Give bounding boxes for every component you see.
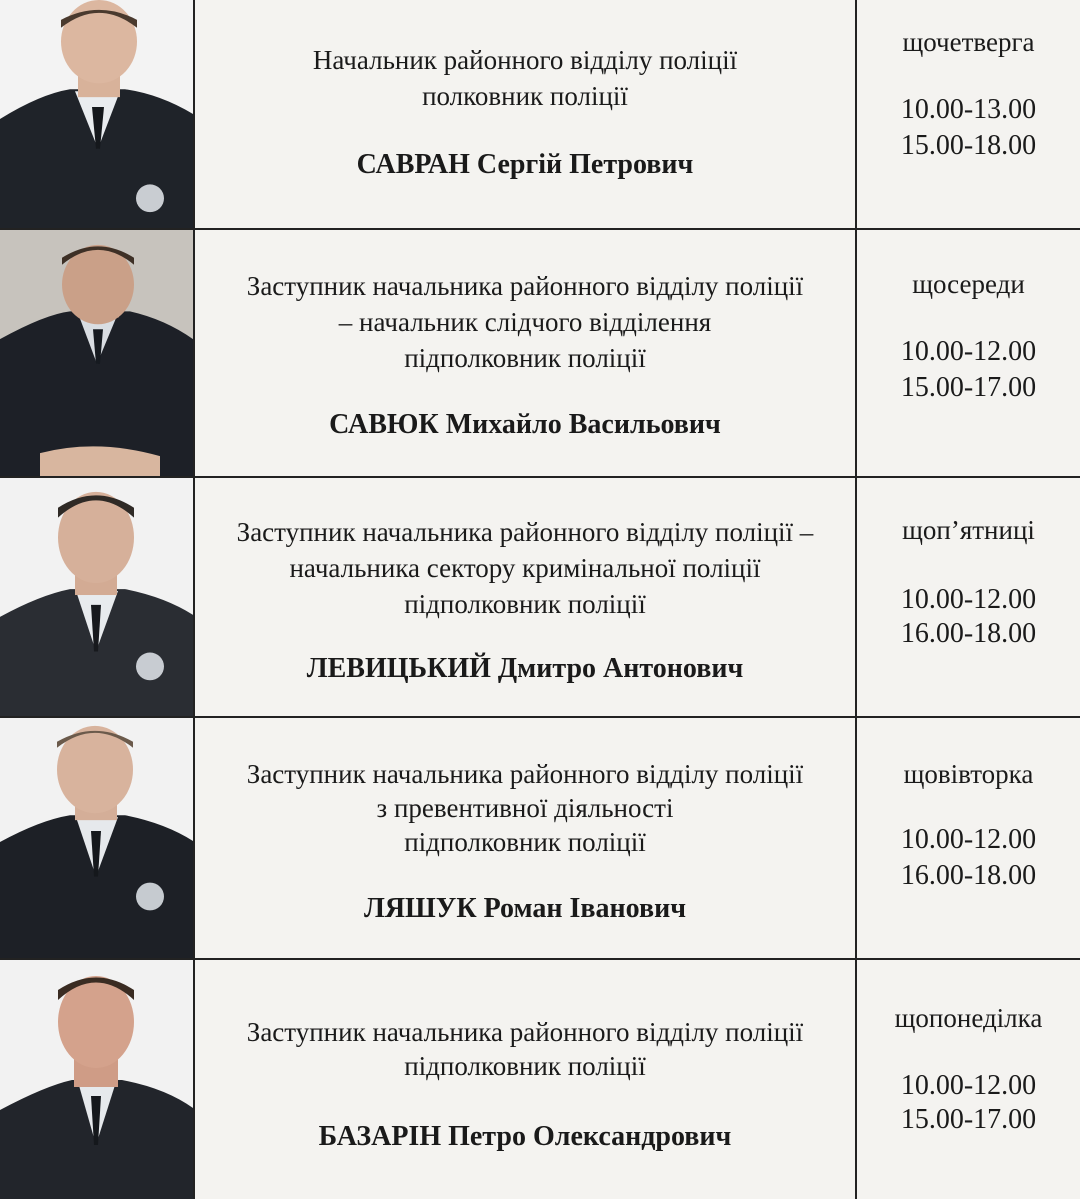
officer-description [193, 960, 857, 1199]
reception-day: щопонеділка [894, 1003, 1043, 1033]
reception-schedule [857, 230, 1080, 476]
reception-hours: 16.00-18.00 [900, 618, 1037, 649]
reception-hours: 15.00-17.00 [900, 372, 1037, 403]
officer-name: БАЗАРІН Петро Олександрович [318, 1121, 732, 1152]
officer-rank: підполковник поліції [404, 1051, 646, 1081]
reception-hours: 10.00-12.00 [900, 824, 1037, 855]
officer-title-line: з превентивної діяльності [376, 793, 674, 823]
reception-hours: 10.00-12.00 [900, 336, 1037, 367]
reception-day: щосереди [912, 269, 1025, 299]
table-row [0, 478, 1080, 718]
reception-hours: 10.00-12.00 [900, 1070, 1037, 1101]
officer-photo [0, 478, 193, 716]
reception-hours: 15.00-17.00 [900, 1104, 1037, 1135]
officer-description [193, 718, 857, 958]
officer-title-line: Заступник начальника районного відділу поліції [246, 759, 804, 789]
officer-title-line: Начальник районного відділу поліції [312, 45, 738, 75]
reception-schedule [857, 718, 1080, 958]
officer-photo [0, 960, 193, 1199]
officer-photo [0, 0, 193, 228]
reception-hours: 10.00-13.00 [900, 94, 1037, 125]
officer-rank: полковник поліції [422, 81, 628, 111]
table-row [0, 0, 1080, 230]
reception-schedule [857, 478, 1080, 716]
table-row [0, 960, 1080, 1199]
officer-photo [0, 718, 193, 958]
officer-description [193, 478, 857, 716]
officer-rank: підполковник поліції [404, 827, 646, 857]
officer-name: ЛЕВИЦЬКИЙ Дмитро Антонович [306, 653, 744, 684]
officer-title-line: Заступник начальника районного відділу поліції [246, 1017, 804, 1047]
reception-day: щовівторка [903, 759, 1034, 789]
officer-title-line: Заступник начальника районного відділу поліції [246, 271, 804, 301]
officer-name: САВРАН Сергій Петрович [356, 149, 694, 180]
officer-description [193, 0, 857, 228]
officer-rank: підполковник поліції [404, 589, 646, 619]
reception-schedule [857, 960, 1080, 1199]
officer-photo [0, 230, 193, 476]
reception-schedule [857, 0, 1080, 228]
table-row [0, 718, 1080, 960]
reception-hours: 10.00-12.00 [900, 584, 1037, 615]
reception-day: щочетверга [902, 27, 1035, 57]
officer-name: ЛЯШУК Роман Іванович [363, 893, 687, 924]
officer-title-line: начальника сектору кримінальної поліції [289, 553, 761, 583]
officer-rank: підполковник поліції [404, 343, 646, 373]
reception-hours: 15.00-18.00 [900, 130, 1037, 161]
officer-title-line: – начальник слідчого відділення [338, 307, 712, 337]
officer-name: САВЮК Михайло Васильович [329, 409, 721, 440]
officer-title-line: Заступник начальника районного відділу поліції – [236, 517, 814, 547]
table-row [0, 230, 1080, 478]
officer-description [193, 230, 857, 476]
reception-hours: 16.00-18.00 [900, 860, 1037, 891]
reception-day: щоп’ятниці [902, 515, 1035, 545]
